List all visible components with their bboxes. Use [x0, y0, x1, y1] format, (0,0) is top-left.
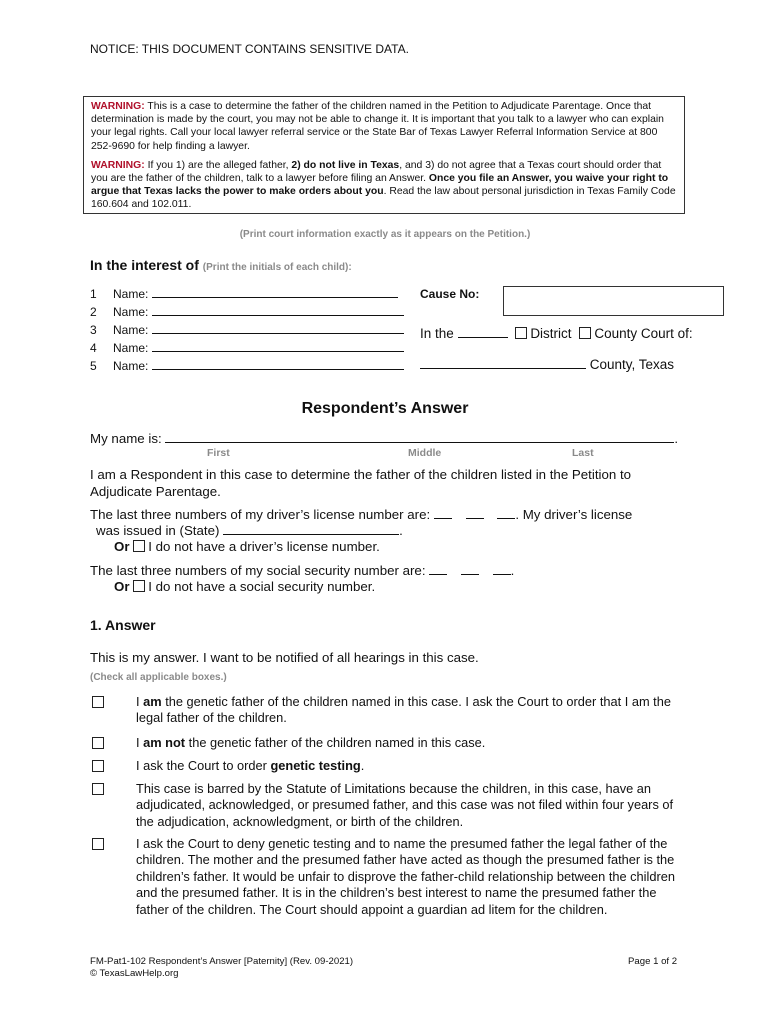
option-statute-limitations-checkbox[interactable]: [92, 783, 104, 795]
option-1-c: the genetic father of the children named in this case. I ask the Court to order that I am the legal father of the children.: [136, 694, 671, 726]
license-state-field[interactable]: [223, 534, 399, 535]
name-line-end: .: [674, 431, 679, 446]
child-name-field[interactable]: [152, 297, 398, 298]
license-digit-2[interactable]: [466, 518, 484, 519]
name-label: My name is:: [90, 431, 162, 446]
no-ssn-checkbox[interactable]: [133, 580, 145, 592]
option-1-a: I: [136, 694, 140, 709]
license-line-1-text: The last three numbers of my driver’s license number are:: [90, 507, 431, 522]
district-label: District: [530, 326, 572, 341]
option-am-father-text: [136, 694, 684, 727]
child-name-field[interactable]: [152, 315, 404, 316]
cause-number-label: Cause No:: [420, 287, 480, 301]
warning-2-text-a: If you 1) are the alleged father,: [147, 159, 289, 171]
license-state-line: was issued in (State) .: [96, 523, 403, 538]
child-row-2: [90, 305, 404, 319]
interest-heading: [90, 257, 352, 273]
warning-box: [83, 96, 685, 214]
cause-number-field[interactable]: [503, 286, 724, 316]
warning-2-text-e: . Read the law about personal jurisdiction in Texas Family Code 160.604 and 102.011.: [91, 186, 676, 211]
ssn-line: The last three numbers of my social security number are: .: [90, 563, 515, 578]
first-name-caption: First: [207, 447, 230, 459]
option-statute-limitations-text: This case is barred by the Statute of Limitations because the children, in this case, have an adjudicated, acknowledged, or presumed father, and this case was not filed within four years of the adjudication, acknowledgment, or birth of the children.: [136, 781, 674, 829]
county-texas-label: County, Texas: [589, 357, 675, 372]
license-line-1: [90, 507, 632, 524]
court-type-line: [420, 326, 693, 341]
name-field[interactable]: [165, 442, 674, 443]
child-number: 3: [90, 323, 97, 337]
sensitive-data-notice: NOTICE: THIS DOCUMENT CONTAINS SENSITIVE DATA.: [90, 42, 409, 56]
no-license-checkbox[interactable]: [133, 540, 145, 552]
child-row-4: [90, 341, 404, 355]
district-checkbox[interactable]: [515, 327, 527, 339]
child-name-field[interactable]: [152, 369, 404, 370]
license-state-label: was issued in (State): [96, 523, 220, 538]
option-genetic-testing-text: [136, 758, 684, 774]
in-the-label: In the: [420, 326, 454, 341]
last-name-caption: Last: [572, 447, 594, 459]
option-deny-testing-checkbox[interactable]: [92, 838, 104, 850]
page-number: Page 1 of 2: [628, 956, 678, 967]
warning-2-label: WARNING:: [91, 159, 145, 171]
county-checkbox[interactable]: [579, 327, 591, 339]
child-name-label: Name:: [113, 287, 149, 301]
child-row-1: [90, 287, 398, 301]
ssn-line-text: The last three numbers of my social security number are:: [90, 563, 426, 578]
option-not-father-checkbox[interactable]: [92, 737, 104, 749]
answer-intro: This is my answer. I want to be notified of all hearings in this case.: [90, 650, 479, 665]
no-ssn-label: I do not have a social security number.: [148, 579, 376, 594]
warning-1: [91, 100, 677, 153]
middle-name-caption: Middle: [408, 447, 442, 459]
warning-2: [91, 159, 677, 212]
interest-title: In the interest of: [90, 257, 199, 273]
ssn-digit-1[interactable]: [429, 574, 447, 575]
section-1-heading: 1. Answer: [90, 617, 156, 633]
check-boxes-note: (Check all applicable boxes.): [90, 672, 227, 683]
option-3-a: I ask the Court to order: [136, 758, 267, 773]
county-name-field[interactable]: [420, 368, 586, 369]
license-line-1-suffix: . My driver’s license: [515, 507, 633, 522]
child-name-field[interactable]: [152, 351, 404, 352]
footer: [90, 956, 353, 980]
footer-form-id: FM-Pat1-102 Respondent’s Answer [Paternity] (Rev. 09-2021): [90, 956, 354, 967]
warning-2-text-d: Once you file an Answer, you waive your right to argue that Texas lacks the power to make orders about you: [91, 173, 669, 198]
child-name-field[interactable]: [152, 333, 404, 334]
warning-1-text: This is a case to determine the father of the children named in the Petition to Adjudicate Parentage. Once that determination is made by the court, you may not be able to change it. It is important that you talk to a lawyer who can explain your legal rights. Call your local lawyer referral service or the State Bar of Texas Lawyer Referral Information Service at 800 252-9690 for help finding a lawyer.: [91, 101, 664, 152]
court-info-note: (Print court information exactly as it appears on the Petition.): [239, 229, 531, 240]
option-2-a: I: [136, 735, 140, 750]
child-row-5: [90, 359, 404, 373]
county-label: County: [594, 326, 638, 341]
warning-2-text-b: 2) do not live in Texas: [291, 159, 400, 171]
license-digit-1[interactable]: [434, 518, 452, 519]
name-line: [90, 431, 678, 448]
interest-note: (Print the initials of each child):: [202, 262, 352, 273]
child-row-3: [90, 323, 404, 337]
court-number-field[interactable]: [458, 337, 508, 338]
footer-site: © TexasLawHelp.org: [90, 968, 179, 979]
license-digit-3[interactable]: [497, 518, 515, 519]
ssn-digit-2[interactable]: [461, 574, 479, 575]
license-or: Or: [114, 539, 130, 554]
option-not-father-text: [136, 735, 684, 751]
ssn-or: Or: [114, 579, 130, 594]
child-number: 2: [90, 305, 97, 319]
ssn-digit-3[interactable]: [493, 574, 511, 575]
option-1-b: am: [143, 694, 162, 709]
option-genetic-testing-checkbox[interactable]: [92, 760, 104, 772]
court-of-label: Court of:: [640, 326, 693, 341]
respondent-intro: I am a Respondent in this case to determine the father of the children listed in the Petition to Adjudicate Parentage.: [90, 467, 632, 499]
child-name-label: Name:: [113, 323, 149, 337]
option-3-c: .: [360, 758, 365, 773]
no-license-line: [114, 539, 380, 556]
option-deny-testing-text: I ask the Court to deny genetic testing and to name the presumed father the legal father of the children. The mother and the presumed father have acted as though the presumed father is the children’s father. It would be unfair to disprove the father-child relationship between the children and the presumed father. It is in the children’s best interest to name the presumed father the father of the children. The Court should appoint a guardian ad litem for the children.: [136, 836, 675, 917]
child-number: 5: [90, 359, 97, 373]
child-name-label: Name:: [113, 341, 149, 355]
no-ssn-line: [114, 579, 375, 596]
option-am-father-checkbox[interactable]: [92, 696, 104, 708]
option-2-b: am not: [143, 735, 186, 750]
child-name-label: Name:: [113, 359, 149, 373]
warning-1-label: WARNING:: [91, 101, 145, 112]
no-license-label: I do not have a driver’s license number.: [148, 539, 380, 554]
child-name-label: Name:: [113, 305, 149, 319]
warning-2-text-c: , and 3) do not agree that a Texas court should order that you are the father of the children, talk to a lawyer before filing an Answer.: [91, 159, 662, 185]
child-number: 4: [90, 341, 97, 355]
child-number: 1: [90, 287, 97, 301]
option-3-b: genetic testing: [270, 758, 361, 773]
county-texas-line: [420, 357, 674, 372]
option-2-c: the genetic father of the children named in this case.: [188, 735, 486, 750]
document-title: Respondent’s Answer: [301, 400, 469, 417]
